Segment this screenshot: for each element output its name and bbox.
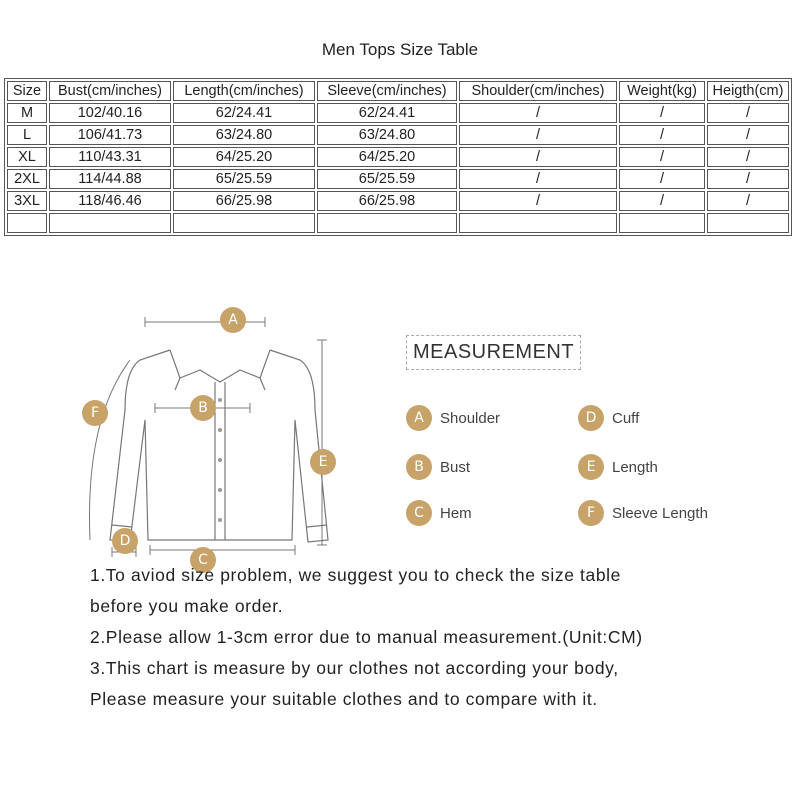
badge-b-icon: B xyxy=(190,395,216,421)
legend-item-sleeve-length xyxy=(578,500,708,526)
table-cell xyxy=(173,213,315,233)
table-cell: 110/43.31 xyxy=(49,147,171,167)
badge-f-icon: F xyxy=(82,400,108,426)
badge-b-icon: B xyxy=(406,454,432,480)
table-cell: 118/46.46 xyxy=(49,191,171,211)
table-cell: / xyxy=(619,147,705,167)
badge-c-icon: C xyxy=(190,547,216,573)
table-cell: / xyxy=(707,191,789,211)
legend-item-shoulder xyxy=(406,405,500,431)
column-header: Length(cm/inches) xyxy=(173,81,315,101)
shirt-outline-icon xyxy=(70,300,370,560)
legend-label: Sleeve Length xyxy=(612,504,708,522)
table-cell xyxy=(619,213,705,233)
legend-label: Cuff xyxy=(612,409,640,427)
note-line: Please measure your suitable clothes and to compare with it. xyxy=(90,689,598,709)
column-header: Sleeve(cm/inches) xyxy=(317,81,457,101)
table-cell: 3XL xyxy=(7,191,47,211)
table-cell: / xyxy=(707,103,789,123)
table-cell: M xyxy=(7,103,47,123)
legend-label: Bust xyxy=(440,458,471,476)
table-cell: 66/25.98 xyxy=(317,191,457,211)
table-cell: / xyxy=(459,169,617,189)
table-cell: L xyxy=(7,125,47,145)
table-cell: / xyxy=(707,125,789,145)
note-line: 1.To aviod size problem, we suggest you to check the size table xyxy=(90,565,621,585)
legend-item-cuff xyxy=(578,405,639,431)
column-header: Bust(cm/inches) xyxy=(49,81,171,101)
table-row-empty xyxy=(7,213,789,233)
table-cell: 64/25.20 xyxy=(317,147,457,167)
column-header: Weight(kg) xyxy=(619,81,705,101)
table-cell: / xyxy=(707,147,789,167)
column-header: Shoulder(cm/inches) xyxy=(459,81,617,101)
table-cell: / xyxy=(619,103,705,123)
table-row xyxy=(7,103,789,123)
table-cell xyxy=(459,213,617,233)
measurement-title: MEASUREMENT xyxy=(406,335,581,370)
table-cell: 2XL xyxy=(7,169,47,189)
table-cell: / xyxy=(459,125,617,145)
note-line: 2.Please allow 1-3cm error due to manual measurement.(Unit:CM) xyxy=(90,627,643,647)
badge-d-icon: D xyxy=(578,405,604,431)
table-cell xyxy=(49,213,171,233)
legend-label: Length xyxy=(612,458,658,476)
measurement-section xyxy=(0,280,800,800)
note-line: before you make order. xyxy=(90,596,284,616)
table-row xyxy=(7,147,789,167)
table-row xyxy=(7,191,789,211)
table-cell: 64/25.20 xyxy=(173,147,315,167)
table-row xyxy=(7,169,789,189)
size-table-title: Men Tops Size Table xyxy=(321,40,479,59)
table-cell: / xyxy=(619,169,705,189)
size-notes xyxy=(90,560,770,715)
legend-item-length xyxy=(578,454,658,480)
badge-c-icon: C xyxy=(406,500,432,526)
table-header-row xyxy=(7,81,789,101)
table-cell: 62/24.41 xyxy=(317,103,457,123)
table-cell: / xyxy=(707,169,789,189)
note-line: 3.This chart is measure by our clothes not according your body, xyxy=(90,658,619,678)
table-cell: / xyxy=(619,191,705,211)
table-row xyxy=(7,125,789,145)
table-cell xyxy=(7,213,47,233)
table-cell: 65/25.59 xyxy=(173,169,315,189)
table-cell: 63/24.80 xyxy=(317,125,457,145)
table-cell: / xyxy=(459,103,617,123)
table-cell: 106/41.73 xyxy=(49,125,171,145)
table-cell: 66/25.98 xyxy=(173,191,315,211)
column-header: Size xyxy=(7,81,47,101)
badge-a-icon: A xyxy=(406,405,432,431)
legend-label: Hem xyxy=(440,504,472,522)
table-cell: 62/24.41 xyxy=(173,103,315,123)
legend-label: Shoulder xyxy=(440,409,501,427)
badge-e-icon: E xyxy=(310,449,336,475)
badge-e-icon: E xyxy=(578,454,604,480)
table-cell: / xyxy=(459,191,617,211)
shirt-diagram xyxy=(70,300,370,568)
badge-f-icon: F xyxy=(578,500,604,526)
legend-item-hem xyxy=(406,500,472,526)
column-header: Heigth(cm) xyxy=(707,81,789,101)
table-cell: XL xyxy=(7,147,47,167)
table-cell: 63/24.80 xyxy=(173,125,315,145)
table-cell xyxy=(317,213,457,233)
badge-a-icon: A xyxy=(220,307,246,333)
table-cell xyxy=(707,213,789,233)
legend-item-bust xyxy=(406,454,470,480)
size-table xyxy=(4,78,792,236)
table-cell: / xyxy=(619,125,705,145)
table-cell: 114/44.88 xyxy=(49,169,171,189)
table-cell: 102/40.16 xyxy=(49,103,171,123)
badge-d-icon: D xyxy=(112,528,138,554)
table-cell: / xyxy=(459,147,617,167)
table-cell: 65/25.59 xyxy=(317,169,457,189)
